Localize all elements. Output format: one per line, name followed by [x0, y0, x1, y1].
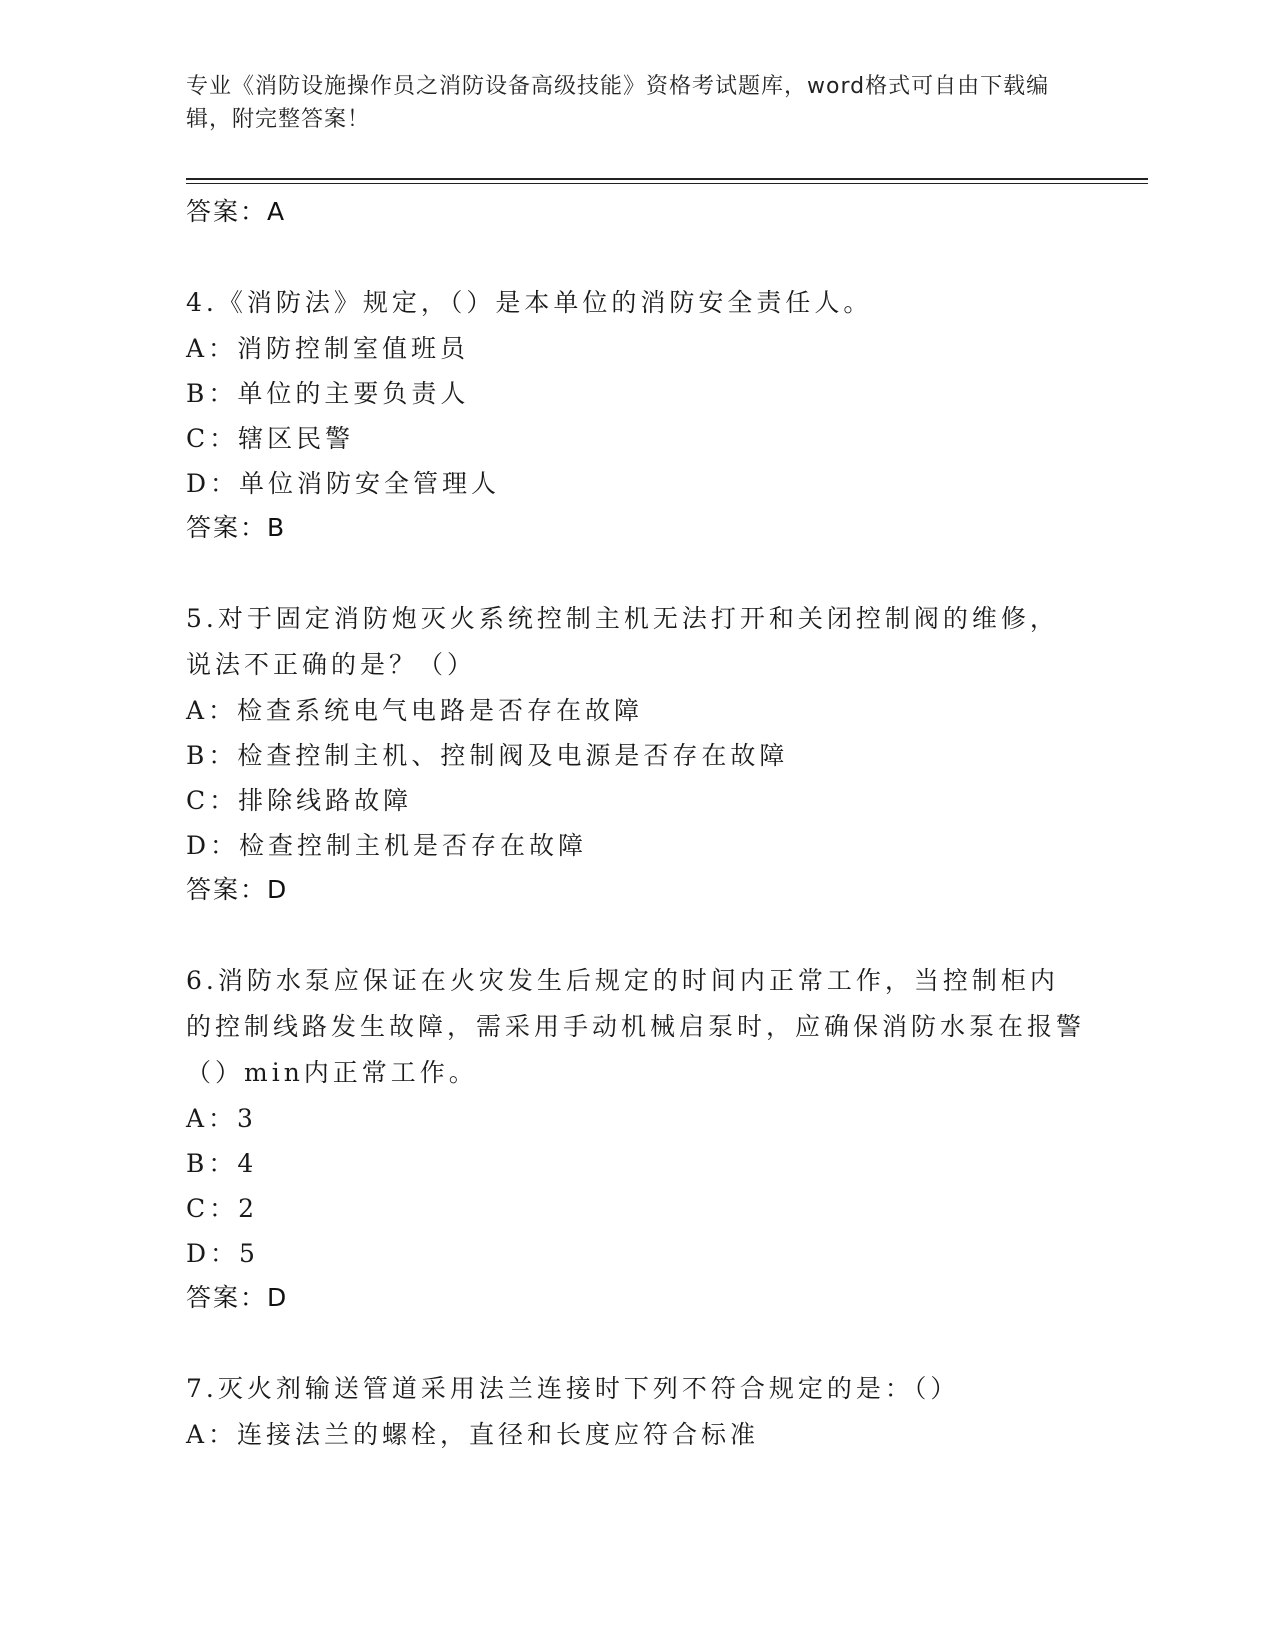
- question-stem: 7.灭火剂输送管道采用法兰连接时下列不符合规定的是：（）: [186, 1374, 960, 1403]
- answer-line: 答案：A: [186, 197, 287, 226]
- question-7: [186, 1366, 1086, 1457]
- option-a: A：连接法兰的螺栓，直径和长度应符合标准: [186, 1420, 760, 1449]
- option-d: D：5: [186, 1239, 259, 1268]
- question-4: [186, 280, 1086, 550]
- option-c: C：辖区民警: [186, 424, 355, 453]
- option-d: D：单位消防安全管理人: [186, 469, 501, 498]
- answer-line: 答案：D: [186, 1283, 289, 1312]
- document-header: 专业《消防设施操作员之消防设备高级技能》资格考试题库，word格式可自由下载编辑，附完整答案！: [186, 74, 1050, 132]
- question-6: [186, 958, 1086, 1320]
- option-b: B：单位的主要负责人: [186, 379, 470, 408]
- question-stem: 4.《消防法》规定，（）是本单位的消防安全责任人。: [186, 288, 873, 317]
- answer-line: 答案：D: [186, 875, 289, 904]
- header-divider-thick: [186, 178, 1148, 180]
- option-c: C：2: [186, 1194, 259, 1223]
- option-b: B：4: [186, 1149, 258, 1178]
- question-stem: 5.对于固定消防炮灭火系统控制主机无法打开和关闭控制阀的维修，说法不正确的是？（）: [186, 604, 1059, 679]
- option-a: A：3: [186, 1104, 257, 1133]
- answer-line: 答案：B: [186, 513, 287, 542]
- header-divider-thin: [186, 183, 1148, 184]
- option-b: B：检查控制主机、控制阀及电源是否存在故障: [186, 741, 789, 770]
- option-a: A：检查系统电气电路是否存在故障: [186, 696, 644, 725]
- option-a: A：消防控制室值班员: [186, 334, 470, 363]
- option-d: D：检查控制主机是否存在故障: [186, 831, 588, 860]
- option-c: C：排除线路故障: [186, 786, 413, 815]
- question-stem: 6.消防水泵应保证在火灾发生后规定的时间内正常工作，当控制柜内的控制线路发生故障，需采用手动机械启泵时，应确保消防水泵在报警（）min内正常工作。: [186, 966, 1086, 1087]
- question-5: [186, 596, 1086, 912]
- question-list: [186, 190, 1086, 1457]
